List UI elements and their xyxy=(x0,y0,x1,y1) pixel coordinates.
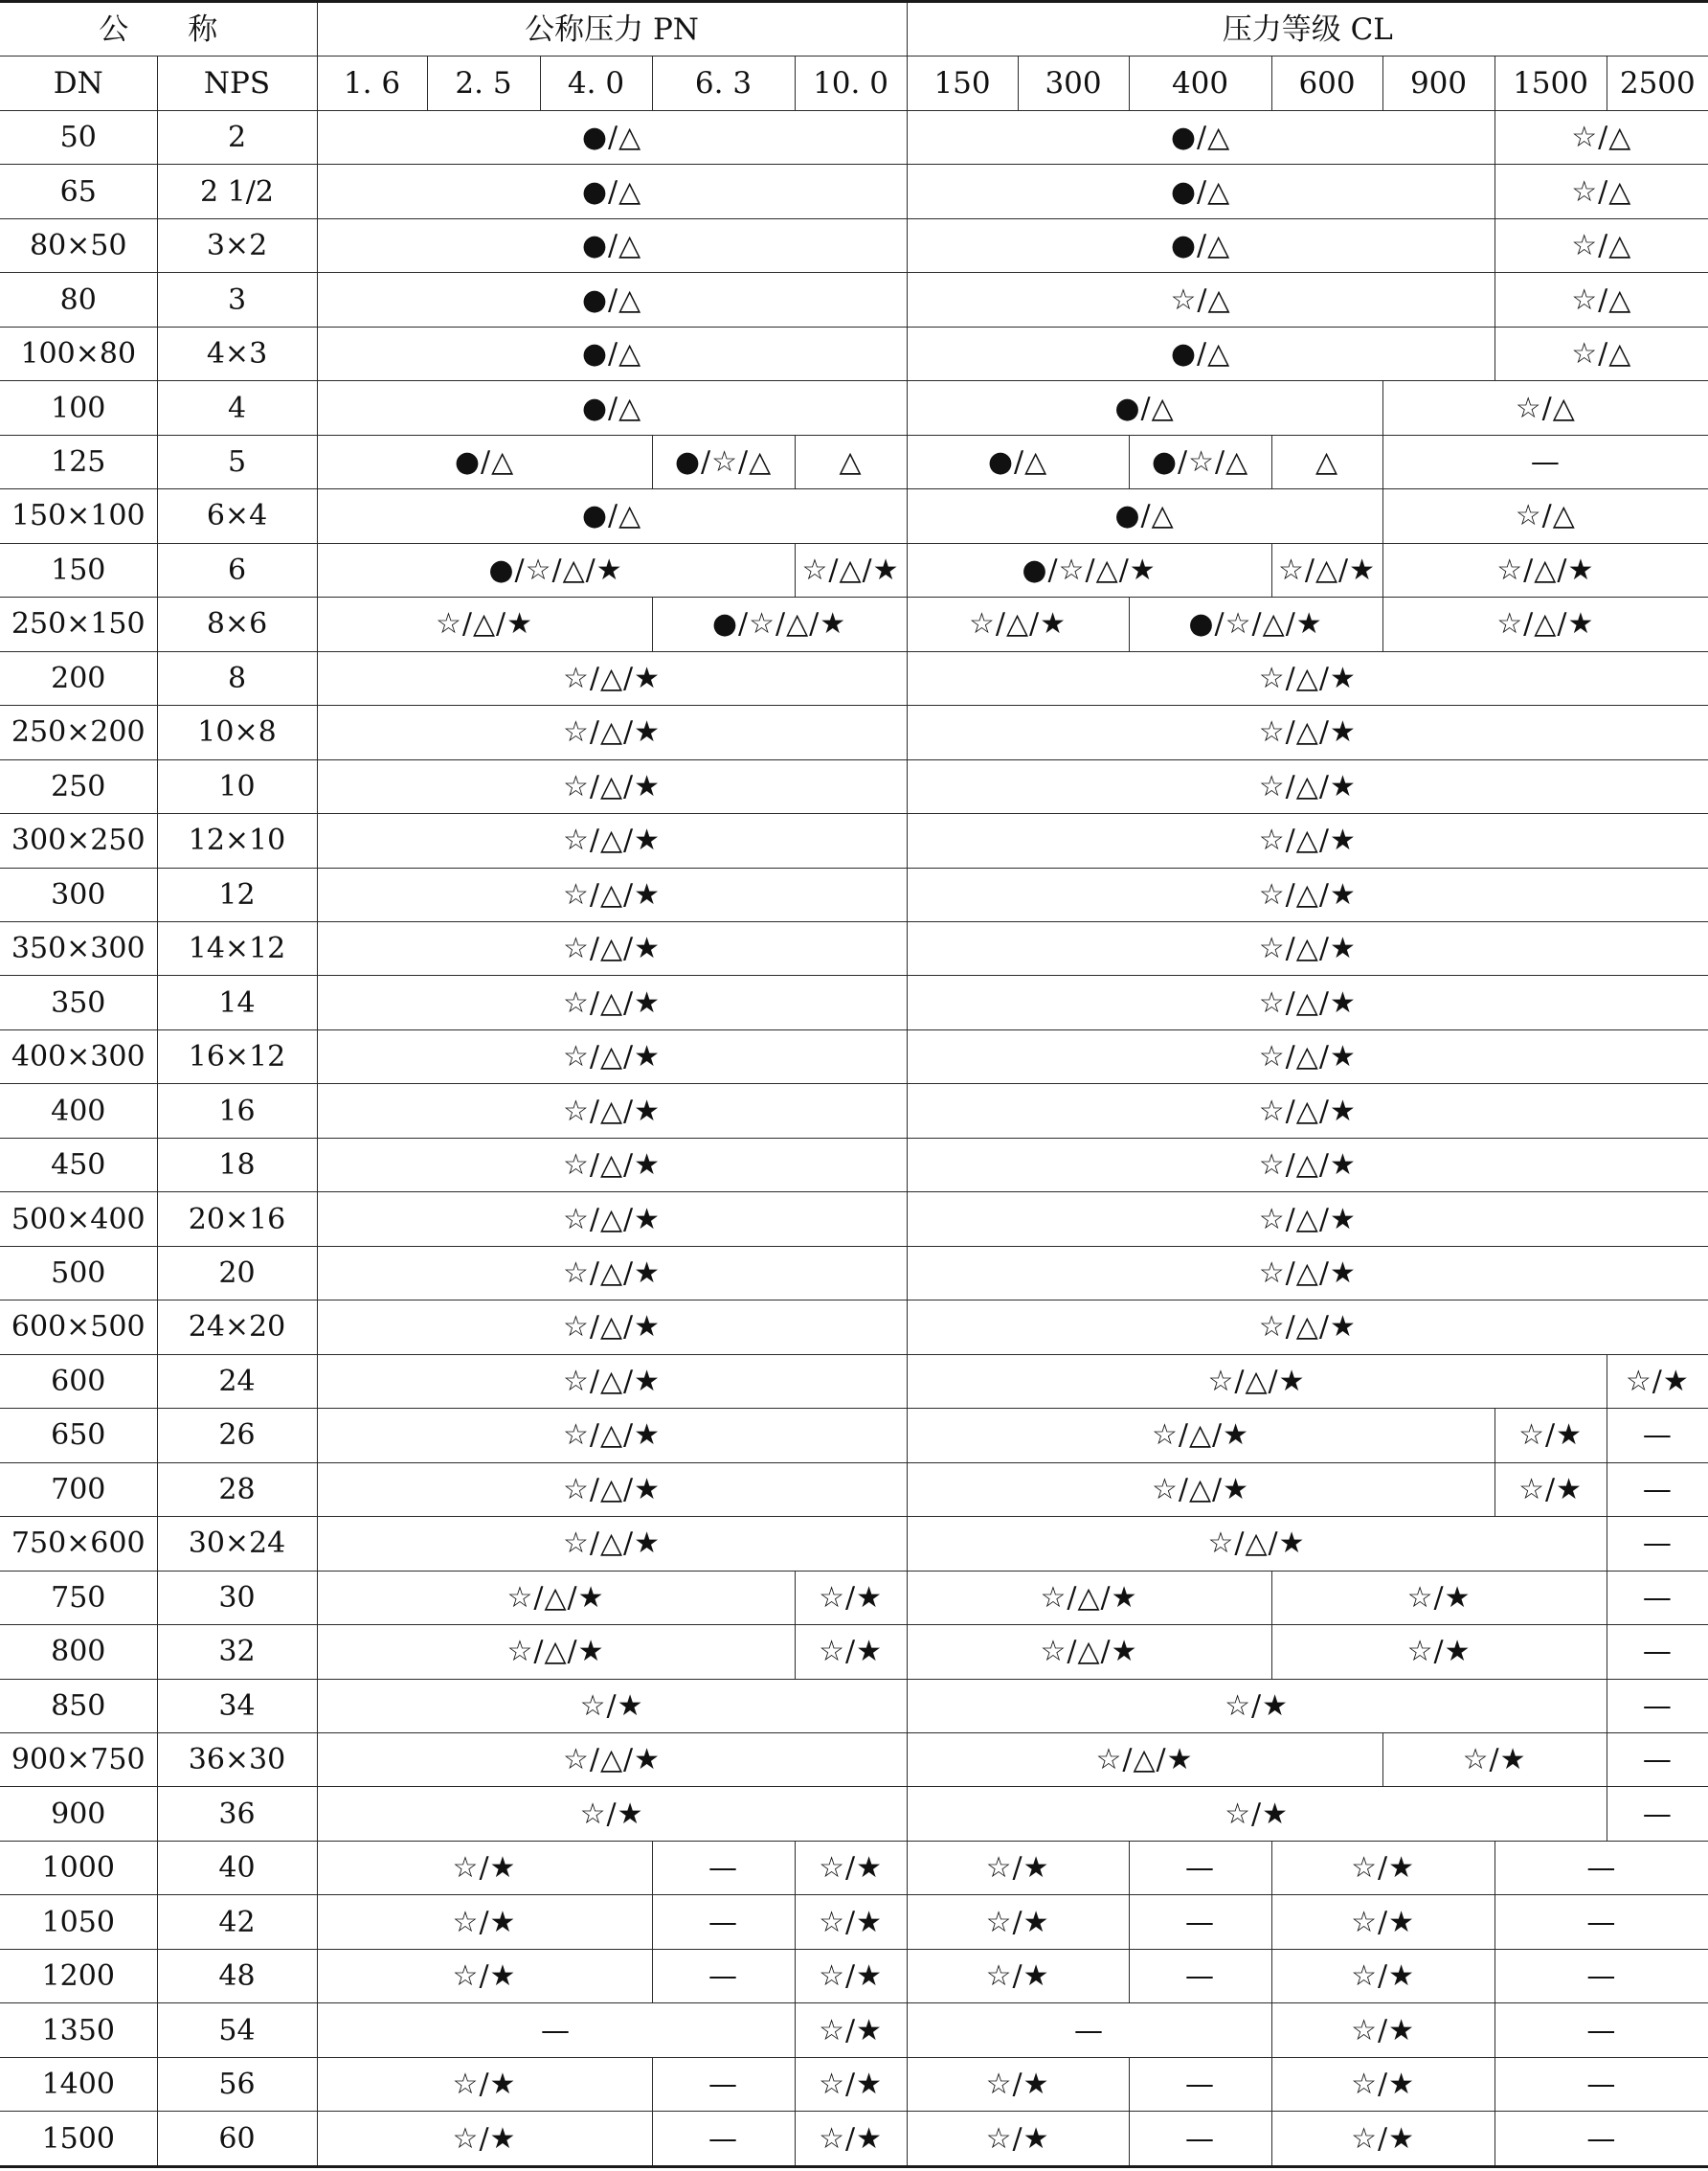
availability-cell: ☆/★ xyxy=(907,1679,1607,1732)
dn-cell: 900×750 xyxy=(0,1733,157,1787)
availability-cell: △ xyxy=(1271,435,1382,488)
availability-cell: ●/△ xyxy=(907,435,1129,488)
availability-cell: ☆/△/★ xyxy=(317,1354,907,1408)
availability-cell: — xyxy=(1607,1787,1708,1841)
table-row xyxy=(0,2003,1708,2057)
availability-cell: ☆/★ xyxy=(1494,1462,1607,1516)
table-row xyxy=(0,1084,1708,1138)
availability-cell: ●/☆/△/★ xyxy=(1129,598,1382,651)
availability-cell: — xyxy=(1607,1733,1708,1787)
dn-cell: 750 xyxy=(0,1571,157,1624)
availability-cell: ☆/★ xyxy=(795,2057,907,2111)
availability-cell: ☆/★ xyxy=(795,1571,907,1624)
dn-cell: 150 xyxy=(0,543,157,597)
availability-cell: ☆/△/★ xyxy=(317,1246,907,1300)
availability-cell: ☆/★ xyxy=(1271,1841,1494,1894)
availability-cell: ☆/△/★ xyxy=(317,1517,907,1571)
availability-cell: ☆/★ xyxy=(1271,2003,1494,2057)
nps-cell: 12×10 xyxy=(157,814,317,868)
cl-group-header: 压力等级 CL xyxy=(907,2,1708,57)
availability-cell: ●/△ xyxy=(317,381,907,435)
dn-cell: 650 xyxy=(0,1409,157,1462)
availability-cell: — xyxy=(907,2003,1271,2057)
availability-cell: ☆/★ xyxy=(907,1841,1129,1894)
availability-cell: ●/△ xyxy=(317,435,652,488)
availability-cell: ☆/△/★ xyxy=(317,1192,907,1246)
availability-cell: — xyxy=(1607,1517,1708,1571)
pn-value-header: 4. 0 xyxy=(540,57,652,110)
availability-cell: — xyxy=(652,2112,795,2167)
table-row xyxy=(0,1462,1708,1516)
availability-cell: ☆/★ xyxy=(907,1895,1129,1949)
availability-cell: — xyxy=(1607,1462,1708,1516)
nps-cell: 16×12 xyxy=(157,1029,317,1083)
table-row xyxy=(0,1733,1708,1787)
pn-value-header: 1. 6 xyxy=(317,57,427,110)
availability-cell: ●/△ xyxy=(907,110,1494,164)
availability-cell: ☆/△/★ xyxy=(317,976,907,1029)
table-row xyxy=(0,2057,1708,2111)
availability-cell: ☆/△/★ xyxy=(317,1409,907,1462)
availability-cell: ☆/★ xyxy=(907,1787,1607,1841)
dn-cell: 300×250 xyxy=(0,814,157,868)
availability-cell: ●/△ xyxy=(317,218,907,272)
dn-cell: 600×500 xyxy=(0,1300,157,1354)
availability-cell: ☆/△ xyxy=(1494,110,1708,164)
dn-cell: 100 xyxy=(0,381,157,435)
cl-value-header: 1500 xyxy=(1494,57,1607,110)
table-row xyxy=(0,1841,1708,1894)
table-row xyxy=(0,921,1708,975)
table-row xyxy=(0,1625,1708,1679)
nps-cell: 56 xyxy=(157,2057,317,2111)
dn-cell: 100×80 xyxy=(0,327,157,380)
availability-cell: ☆/△ xyxy=(1382,381,1708,435)
availability-cell: ☆/△ xyxy=(1382,489,1708,543)
availability-cell: — xyxy=(1129,1895,1271,1949)
availability-cell: ☆/★ xyxy=(317,1787,907,1841)
availability-cell: ☆/△/★ xyxy=(907,1517,1607,1571)
nps-cell: 14 xyxy=(157,976,317,1029)
availability-cell: ☆/△ xyxy=(1494,273,1708,327)
availability-cell: ☆/△ xyxy=(907,273,1494,327)
dn-header: DN xyxy=(0,57,157,110)
cl-value-header: 900 xyxy=(1382,57,1494,110)
availability-cell: ☆/★ xyxy=(1607,1354,1708,1408)
availability-cell: ☆/△/★ xyxy=(907,598,1129,651)
table-row xyxy=(0,598,1708,651)
table-row xyxy=(0,1300,1708,1354)
nps-cell: 30×24 xyxy=(157,1517,317,1571)
dn-cell: 80 xyxy=(0,273,157,327)
availability-cell: ☆/△ xyxy=(1494,327,1708,380)
nps-cell: 32 xyxy=(157,1625,317,1679)
nps-cell: 36×30 xyxy=(157,1733,317,1787)
table-row xyxy=(0,651,1708,705)
availability-cell: — xyxy=(1129,2057,1271,2111)
availability-cell: ☆/△/★ xyxy=(907,651,1708,705)
dn-cell: 850 xyxy=(0,1679,157,1732)
table-row xyxy=(0,165,1708,218)
availability-cell: ☆/△/★ xyxy=(317,706,907,759)
table-row xyxy=(0,1895,1708,1949)
nps-cell: 28 xyxy=(157,1462,317,1516)
availability-cell: ☆/★ xyxy=(795,2112,907,2167)
cl-value-header: 300 xyxy=(1018,57,1129,110)
dn-cell: 1350 xyxy=(0,2003,157,2057)
dn-cell: 200 xyxy=(0,651,157,705)
table-row xyxy=(0,1409,1708,1462)
availability-cell: ☆/△ xyxy=(1494,218,1708,272)
dn-cell: 350 xyxy=(0,976,157,1029)
availability-cell: ☆/★ xyxy=(1271,1625,1607,1679)
table-row xyxy=(0,218,1708,272)
availability-cell: ☆/△/★ xyxy=(907,976,1708,1029)
pn-value-header: 2. 5 xyxy=(427,57,540,110)
nps-cell: 10 xyxy=(157,759,317,813)
availability-cell: ☆/△/★ xyxy=(317,1571,795,1624)
availability-cell: ☆/★ xyxy=(1494,1409,1607,1462)
dn-cell: 80×50 xyxy=(0,218,157,272)
availability-cell: ☆/△/★ xyxy=(907,1300,1708,1354)
availability-cell: ☆/△/★ xyxy=(907,921,1708,975)
dn-cell: 250×200 xyxy=(0,706,157,759)
table-row xyxy=(0,976,1708,1029)
availability-cell: ☆/★ xyxy=(317,1679,907,1732)
table-row xyxy=(0,868,1708,921)
nps-cell: 42 xyxy=(157,1895,317,1949)
availability-cell: ☆/△/★ xyxy=(907,1571,1271,1624)
pn-value-header: 10. 0 xyxy=(795,57,907,110)
availability-cell: ●/☆/△ xyxy=(1129,435,1271,488)
availability-cell: ☆/★ xyxy=(795,1949,907,2002)
availability-cell: ☆/△/★ xyxy=(317,1029,907,1083)
dn-cell: 800 xyxy=(0,1625,157,1679)
availability-cell: ●/☆/△/★ xyxy=(652,598,907,651)
table-row xyxy=(0,1517,1708,1571)
table-row xyxy=(0,435,1708,488)
table-row xyxy=(0,1571,1708,1624)
availability-cell: ☆/△/★ xyxy=(907,1409,1494,1462)
availability-cell: ☆/△/★ xyxy=(317,1733,907,1787)
dn-cell: 1400 xyxy=(0,2057,157,2111)
nps-cell: 40 xyxy=(157,1841,317,1894)
nps-cell: 34 xyxy=(157,1679,317,1732)
dn-cell: 500×400 xyxy=(0,1192,157,1246)
availability-cell: ☆/△/★ xyxy=(907,1625,1271,1679)
availability-cell: — xyxy=(1494,2003,1708,2057)
header-row-values xyxy=(0,57,1708,110)
availability-cell: ☆/★ xyxy=(317,2112,652,2167)
dn-cell: 900 xyxy=(0,1787,157,1841)
availability-cell: ☆/★ xyxy=(795,2003,907,2057)
availability-cell: ☆/△/★ xyxy=(317,1462,907,1516)
dn-cell: 450 xyxy=(0,1138,157,1191)
availability-cell: ●/△ xyxy=(317,327,907,380)
table-row xyxy=(0,381,1708,435)
dn-cell: 600 xyxy=(0,1354,157,1408)
nps-cell: 14×12 xyxy=(157,921,317,975)
availability-cell: ☆/△/★ xyxy=(907,759,1708,813)
availability-cell: — xyxy=(317,2003,795,2057)
availability-cell: ☆/△/★ xyxy=(907,1462,1494,1516)
nps-cell: 4 xyxy=(157,381,317,435)
availability-cell: ☆/△/★ xyxy=(317,868,907,921)
dn-cell: 65 xyxy=(0,165,157,218)
availability-cell: ●/☆/△/★ xyxy=(317,543,795,597)
nps-cell: 54 xyxy=(157,2003,317,2057)
table-row xyxy=(0,2112,1708,2167)
nps-cell: 8×6 xyxy=(157,598,317,651)
availability-cell: ☆/★ xyxy=(1271,2112,1494,2167)
availability-cell: ☆/△/★ xyxy=(317,1084,907,1138)
nps-cell: 20 xyxy=(157,1246,317,1300)
dn-cell: 700 xyxy=(0,1462,157,1516)
table-row xyxy=(0,273,1708,327)
availability-cell: ☆/△/★ xyxy=(907,1138,1708,1191)
table-row xyxy=(0,1354,1708,1408)
header-row-groups xyxy=(0,2,1708,57)
availability-cell: — xyxy=(1494,1895,1708,1949)
availability-cell: — xyxy=(1607,1679,1708,1732)
availability-cell: — xyxy=(1129,1949,1271,2002)
availability-cell: ☆/△/★ xyxy=(907,1084,1708,1138)
availability-cell: ☆/★ xyxy=(795,1895,907,1949)
availability-cell: — xyxy=(1129,1841,1271,1894)
availability-cell: ☆/△/★ xyxy=(317,1300,907,1354)
table-row xyxy=(0,1192,1708,1246)
table-row xyxy=(0,759,1708,813)
dn-cell: 350×300 xyxy=(0,921,157,975)
availability-cell: ●/☆/△ xyxy=(652,435,795,488)
dn-cell: 150×100 xyxy=(0,489,157,543)
cl-value-header: 600 xyxy=(1271,57,1382,110)
availability-cell: ☆/★ xyxy=(907,2112,1129,2167)
dn-cell: 125 xyxy=(0,435,157,488)
dn-cell: 400 xyxy=(0,1084,157,1138)
dn-cell: 1050 xyxy=(0,1895,157,1949)
availability-cell: ☆/△/★ xyxy=(907,1192,1708,1246)
availability-cell: ☆/★ xyxy=(317,2057,652,2111)
table-row xyxy=(0,489,1708,543)
availability-cell: ●/△ xyxy=(907,489,1382,543)
nps-cell: 60 xyxy=(157,2112,317,2167)
availability-cell: — xyxy=(1494,1841,1708,1894)
availability-cell: ●/△ xyxy=(317,273,907,327)
availability-cell: ☆/△/★ xyxy=(317,1625,795,1679)
table-row xyxy=(0,706,1708,759)
table-row xyxy=(0,1029,1708,1083)
availability-cell: ☆/★ xyxy=(1271,1895,1494,1949)
nps-header: NPS xyxy=(157,57,317,110)
availability-cell: ☆/△/★ xyxy=(907,814,1708,868)
availability-cell: ☆/★ xyxy=(317,1949,652,2002)
availability-cell: ●/△ xyxy=(317,489,907,543)
availability-cell: ☆/★ xyxy=(907,2057,1129,2111)
dn-cell: 1000 xyxy=(0,1841,157,1894)
availability-cell: ☆/★ xyxy=(317,1841,652,1894)
availability-cell: ☆/★ xyxy=(1271,1949,1494,2002)
availability-cell: — xyxy=(1494,2112,1708,2167)
availability-cell: — xyxy=(652,1949,795,2002)
nps-cell: 24 xyxy=(157,1354,317,1408)
nps-cell: 16 xyxy=(157,1084,317,1138)
cl-value-header: 2500 xyxy=(1607,57,1708,110)
nominal-header: 公 称 xyxy=(0,2,317,57)
dn-cell: 50 xyxy=(0,110,157,164)
nps-cell: 8 xyxy=(157,651,317,705)
availability-cell: — xyxy=(1607,1571,1708,1624)
availability-cell: ☆/★ xyxy=(907,1949,1129,2002)
availability-cell: — xyxy=(652,2057,795,2111)
dn-cell: 1200 xyxy=(0,1949,157,2002)
availability-cell: ☆/△/★ xyxy=(317,651,907,705)
table-row xyxy=(0,1679,1708,1732)
availability-cell: ☆/△/★ xyxy=(907,1246,1708,1300)
availability-cell: ☆/★ xyxy=(795,1625,907,1679)
nps-cell: 2 xyxy=(157,110,317,164)
availability-cell: ☆/△/★ xyxy=(907,706,1708,759)
dn-cell: 1500 xyxy=(0,2112,157,2167)
nps-cell: 6×4 xyxy=(157,489,317,543)
availability-cell: ●/△ xyxy=(317,165,907,218)
cl-value-header: 150 xyxy=(907,57,1018,110)
nps-cell: 5 xyxy=(157,435,317,488)
nps-cell: 20×16 xyxy=(157,1192,317,1246)
table-body xyxy=(0,2,1708,2167)
availability-cell: ☆/△/★ xyxy=(907,1354,1607,1408)
nps-cell: 48 xyxy=(157,1949,317,2002)
availability-cell: △ xyxy=(795,435,907,488)
availability-cell: ☆/△/★ xyxy=(317,759,907,813)
cl-value-header: 400 xyxy=(1129,57,1271,110)
availability-cell: ☆/△/★ xyxy=(1382,598,1708,651)
dn-cell: 250 xyxy=(0,759,157,813)
nps-cell: 3×2 xyxy=(157,218,317,272)
pn-group-header: 公称压力 PN xyxy=(317,2,907,57)
availability-cell: — xyxy=(1494,1949,1708,2002)
availability-cell: ●/△ xyxy=(907,165,1494,218)
availability-cell: ☆/△/★ xyxy=(1271,543,1382,597)
availability-cell: ☆/★ xyxy=(317,1895,652,1949)
nps-cell: 30 xyxy=(157,1571,317,1624)
availability-cell: ☆/△/★ xyxy=(907,1029,1708,1083)
availability-cell: ●/△ xyxy=(317,110,907,164)
availability-cell: — xyxy=(652,1895,795,1949)
table-row xyxy=(0,1787,1708,1841)
availability-cell: ●/△ xyxy=(907,218,1494,272)
availability-cell: ☆/★ xyxy=(1382,1733,1607,1787)
availability-cell: — xyxy=(1607,1625,1708,1679)
availability-cell: ●/△ xyxy=(907,327,1494,380)
dn-cell: 400×300 xyxy=(0,1029,157,1083)
availability-cell: ☆/△/★ xyxy=(907,868,1708,921)
nps-cell: 12 xyxy=(157,868,317,921)
availability-cell: ☆/△/★ xyxy=(907,1733,1382,1787)
table-row xyxy=(0,1138,1708,1191)
pn-value-header: 6. 3 xyxy=(652,57,795,110)
availability-cell: ☆/△/★ xyxy=(317,814,907,868)
availability-cell: ☆/△/★ xyxy=(317,1138,907,1191)
nps-cell: 24×20 xyxy=(157,1300,317,1354)
table-row xyxy=(0,814,1708,868)
availability-cell: — xyxy=(1494,2057,1708,2111)
dn-cell: 250×150 xyxy=(0,598,157,651)
availability-cell: ☆/△/★ xyxy=(795,543,907,597)
availability-cell: — xyxy=(1607,1409,1708,1462)
availability-cell: ☆/★ xyxy=(1271,2057,1494,2111)
availability-cell: ☆/△/★ xyxy=(1382,543,1708,597)
availability-cell: ☆/★ xyxy=(1271,1571,1607,1624)
table-row xyxy=(0,327,1708,380)
availability-cell: — xyxy=(1382,435,1708,488)
table-row xyxy=(0,1949,1708,2002)
nps-cell: 36 xyxy=(157,1787,317,1841)
table-row xyxy=(0,110,1708,164)
availability-cell: ☆/★ xyxy=(795,1841,907,1894)
nps-cell: 6 xyxy=(157,543,317,597)
availability-cell: ●/☆/△/★ xyxy=(907,543,1271,597)
nps-cell: 26 xyxy=(157,1409,317,1462)
dn-cell: 500 xyxy=(0,1246,157,1300)
availability-cell: ●/△ xyxy=(907,381,1382,435)
nps-cell: 2 1/2 xyxy=(157,165,317,218)
nps-cell: 18 xyxy=(157,1138,317,1191)
table-row xyxy=(0,1246,1708,1300)
nps-cell: 10×8 xyxy=(157,706,317,759)
availability-cell: ☆/△/★ xyxy=(317,921,907,975)
dn-cell: 300 xyxy=(0,868,157,921)
dn-cell: 750×600 xyxy=(0,1517,157,1571)
availability-cell: ☆/△/★ xyxy=(317,598,652,651)
availability-cell: — xyxy=(1129,2112,1271,2167)
nps-cell: 4×3 xyxy=(157,327,317,380)
table-row xyxy=(0,543,1708,597)
nps-cell: 3 xyxy=(157,273,317,327)
availability-cell: ☆/△ xyxy=(1494,165,1708,218)
availability-cell: — xyxy=(652,1841,795,1894)
